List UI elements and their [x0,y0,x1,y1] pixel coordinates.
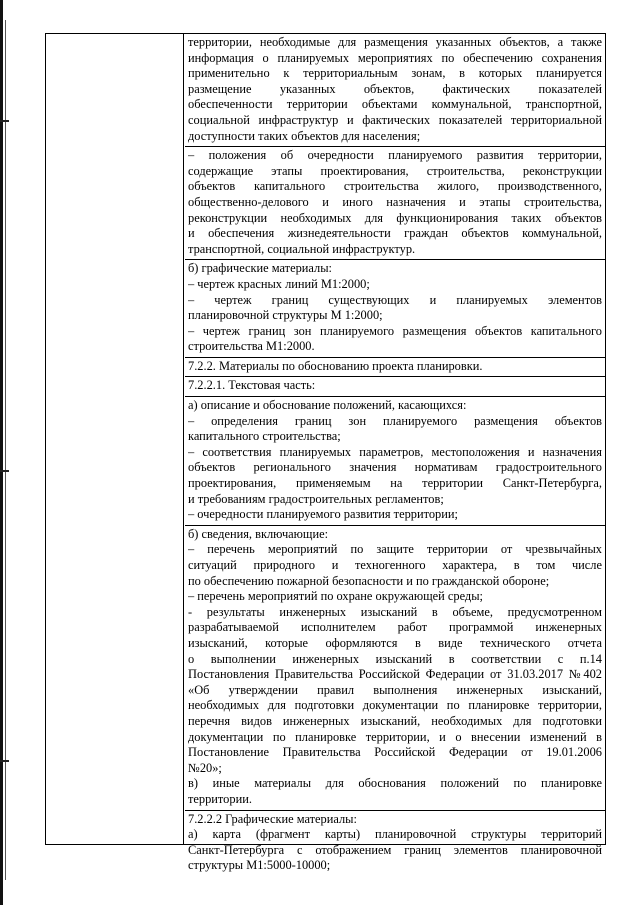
text-line: б) сведения, включающие: [188,526,329,541]
text-line: – перечень мероприятий по охране окружающей среды; [188,589,483,604]
table-row [185,377,605,397]
text-line: 7.2.2. Материалы по обоснованию проекта планировки. [188,358,483,373]
text-line: размещение указанных объектов, фактических показателей [188,81,602,96]
text-line: «Об утверждении правил выполнения инженерных изысканий, [188,682,602,697]
table-row [185,147,605,260]
text-line: 7.2.2.2 Графические материалы: [188,811,357,826]
text-line: содержащие этапы проектирования, строительства, реконструкции [188,163,602,178]
table-row [185,811,605,876]
text-line: – чертеж границ зон планируемого размещения объектов капитального [188,323,602,338]
table-column-divider [183,34,184,844]
scan-mark [0,760,9,762]
text-line: проектирования, применяемым на территории Санкт-Петербурга, [188,476,602,491]
table-right-column [185,34,605,876]
text-line: Постановления Правительства Российской Федерации от 31.03.2017 №402 [188,667,602,682]
text-line: – положения об очередности планируемого развития территории, [188,148,602,163]
text-line: необходимых для подготовки документации по планировке территории, [188,698,602,713]
text-line: – чертеж границ существующих и планируемых элементов [188,292,602,307]
text-line: изысканий, которые оформляются в виде технического отчета [188,635,602,650]
text-line: №20»; [188,760,222,775]
text-line: ситуаций природного и техногенного характера, в том числе [188,558,602,572]
text-line: 7.2.2.1. Текстовая часть: [188,378,316,393]
text-line: доступности таких объектов для населения; [188,128,421,143]
text-line: по обеспечению пожарной безопасности и по гражданской обороне; [188,573,550,588]
text-line: – чертеж красных линий М1:2000; [188,276,370,291]
text-line: перечня видов инженерных изысканий, необходимых для подготовки [188,713,602,728]
table-row [185,526,605,811]
text-line: и требованиям градостроительных регламентов; [188,491,444,506]
text-line: строительства М1:2000. [188,339,315,354]
text-line: разрабатываемой исполнителем работ программой инженерных [188,620,602,635]
text-line: - результаты инженерных изысканий в объеме, предусмотренном [188,604,602,619]
text-line: транспортной, социальной инфраструктур. [188,241,416,256]
scan-mark [0,120,9,122]
table-row [185,34,605,147]
text-line: Санкт-Петербурга с отображением границ элементов планировочной [188,842,602,857]
text-line: б) графические материалы: [188,261,332,276]
text-line: в) иные материалы для обоснования положений по планировке [188,776,602,791]
text-line: а) карта (фрагмент карты) планировочной структуры территорий [188,827,602,842]
text-line: общественно-делового и иного назначения и этапы строительства, [188,194,602,209]
scan-left-edge-line [5,20,6,880]
text-line: капитального строительства; [188,429,341,444]
table-row [185,358,605,378]
text-line: Постановление Правительства Российской Федерации от 19.01.2006 [188,745,602,760]
text-line: – соответствия планируемых параметров, местоположения и назначения [188,444,602,459]
text-line: – перечень мероприятий по защите территории от чрезвычайных [188,542,602,557]
text-line: планировочной структуры М 1:2000; [188,308,383,323]
text-line: – очередности планируемого развития территории; [188,507,458,522]
text-line: территории. [188,791,252,806]
scan-left-edge [0,0,3,905]
table-row [185,397,605,526]
text-line: объектов капитального строительства жилого, производственного, [188,179,602,194]
text-line: о выполнении инженерных изысканий в соответствии с п.14 [188,651,602,666]
text-line: территории, необходимые для размещения указанных объектов, а также [188,35,602,49]
text-line: – определения границ зон планируемого размещения объектов [188,413,602,428]
table-row [185,260,605,358]
text-line: и обеспечения жизнедеятельности граждан объектов коммунальной, [188,226,602,241]
text-line: объектов регионального значения нормативам градостроительного [188,460,602,475]
text-line: структуры М1:5000-10000; [188,858,331,873]
document-table [45,33,606,873]
text-line: информация о планируемых мероприятиях по обеспечению сохранения [188,50,602,65]
text-line: документации по планировке территории, и о внесении изменений в [188,729,602,744]
text-line: реконструкции необходимых для функционирования таких объектов [188,210,602,225]
text-line: социальной инфраструктур и фактических показателей территориальной [188,112,602,127]
scan-mark [0,470,9,472]
text-line: а) описание и обоснование положений, касающихся: [188,398,467,413]
text-line: обеспеченности территории объектами коммунальной, транспортной, [188,97,602,112]
text-line: применительно к территориальным зонам, в которых планируется [188,66,602,81]
